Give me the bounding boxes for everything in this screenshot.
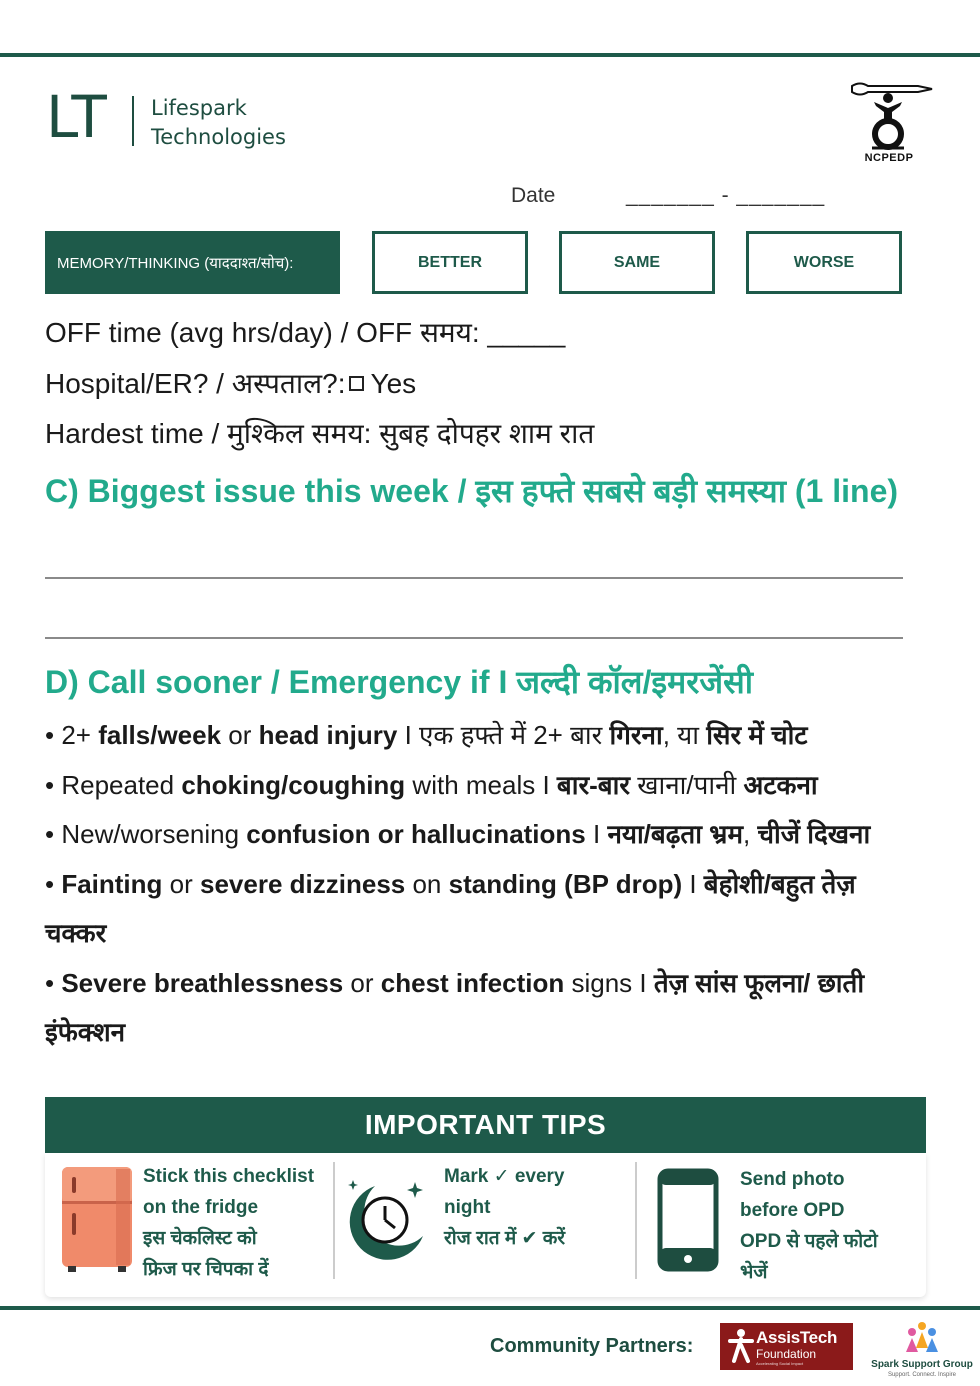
memory-thinking-label: MEMORY/THINKING (याददाश्त/सोच): [45, 231, 340, 294]
spark-support-logo-icon [900, 1318, 944, 1358]
option-better[interactable]: BETTER [372, 231, 528, 294]
hospital-label: Hospital/ER? / अस्पताल?: [45, 368, 346, 399]
date-field[interactable]: _______ - _______ [626, 184, 826, 207]
spark-support-name: Spark Support Group [871, 1359, 973, 1370]
list-item: • Severe breathlessness or chest infection signs I तेज़ सांस फूलना/ छाती इंफेक्शन [45, 967, 865, 1047]
tip-mark-night: Mark ✓ every night रोज रात में ✔ करें [444, 1166, 566, 1249]
list-item: • Fainting or severe dizziness on standing (BP drop) I बेहोशी/बहुत तेज़ चक्कर [45, 868, 856, 948]
community-partners-label: Community Partners: [490, 1335, 694, 1357]
assistech-tagline: Accelerating Social Impact [756, 1361, 804, 1366]
tip-fridge: Stick this checklist on the fridge इस चेकलिस्ट को फ्रिज पर चिपका दें [143, 1166, 315, 1280]
company-name-line2: Technologies [151, 125, 286, 149]
lifespark-logo-mark: LT [46, 83, 108, 151]
top-rule [0, 53, 980, 57]
answer-line-2[interactable] [45, 637, 903, 639]
logo-divider [132, 96, 134, 146]
emergency-list [45, 711, 905, 1058]
company-name [151, 94, 286, 152]
hospital-yes-label: Yes [370, 368, 417, 399]
bottom-rule [0, 1306, 980, 1310]
list-item: • New/worsening confusion or hallucinations I नया/बढ़ता भ्रम, चीजें दिखना [45, 819, 871, 849]
important-tips-heading: IMPORTANT TIPS [45, 1097, 926, 1153]
ncpedp-label: NCPEDP [864, 152, 914, 164]
assistech-sub: Foundation [756, 1347, 817, 1361]
assistech-figure-icon [726, 1327, 756, 1367]
hospital-yes-checkbox[interactable] [349, 376, 364, 391]
section-d-title: D) Call sooner / Emergency if I जल्दी कॉल/इमरजेंसी [45, 664, 753, 700]
list-item: • 2+ falls/week or head injury I एक हफ्ते में 2+ बार गिरना, या सिर में चोट [45, 720, 808, 750]
off-time-field[interactable]: OFF time (avg hrs/day) / OFF समय: _____ [45, 317, 566, 348]
option-worse[interactable]: WORSE [746, 231, 902, 294]
tip-divider [333, 1162, 335, 1279]
section-c-title: C) Biggest issue this week / इस हफ्ते सबसे बड़ी समस्या (1 line) [45, 473, 899, 509]
date-label: Date [511, 184, 556, 207]
company-name-line1: Lifespark [151, 96, 247, 120]
list-item: • Repeated choking/coughing with meals I बार-बार खाना/पानी अटकना [45, 769, 818, 800]
fridge-icon [58, 1165, 136, 1273]
phone-icon [657, 1168, 719, 1272]
assistech-logo [720, 1323, 853, 1370]
night-clock-icon [345, 1176, 427, 1266]
hardest-time-field[interactable]: Hardest time / मुश्किल समय: सुबह दोपहर शाम रात [45, 418, 595, 449]
hospital-field [45, 364, 416, 402]
assistech-name: AssisTech [756, 1328, 838, 1347]
spark-support-tagline: Support. Connect. Inspire [887, 1372, 957, 1378]
tip-divider [635, 1162, 637, 1279]
option-same[interactable]: SAME [559, 231, 715, 294]
answer-line-1[interactable] [45, 577, 903, 579]
tip-send-photo: Send photo before OPD OPD से पहले फोटो भेजें [740, 1169, 878, 1283]
